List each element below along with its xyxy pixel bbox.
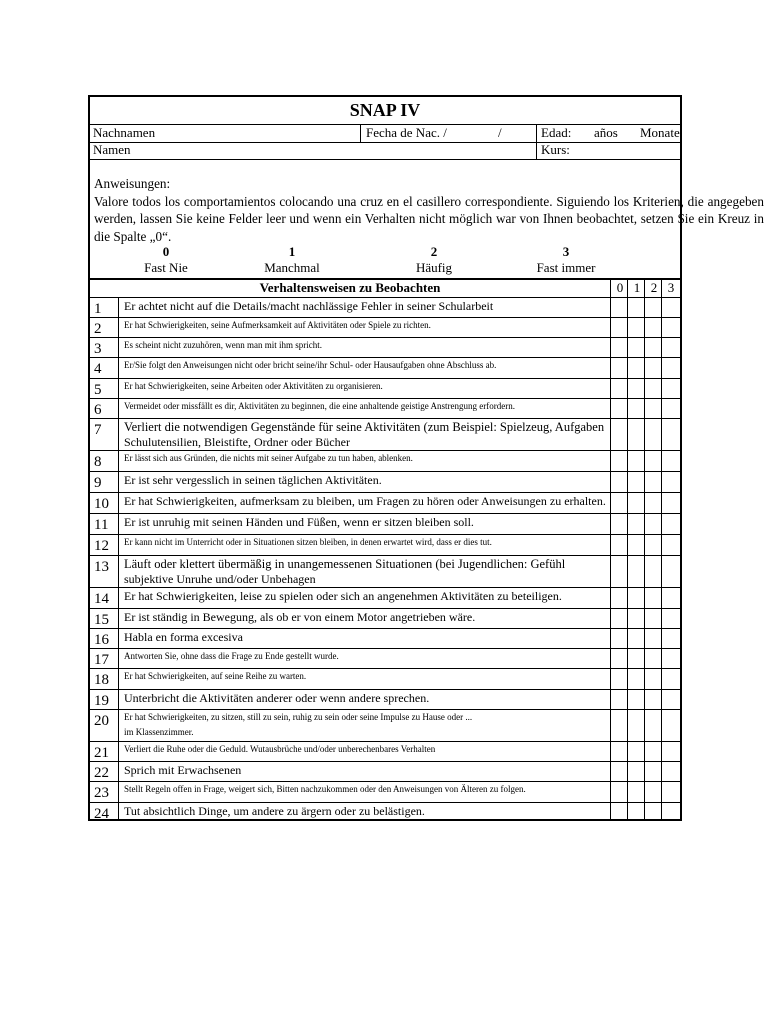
age-label: Edad: [541,125,572,140]
row-number: 4 [94,361,102,377]
number-column-line [118,297,119,819]
behavior-text: Läuft oder klettert übermäßig in unangemessenen Situationen (bei Jugendlichen: Gefühl [124,557,566,571]
score-box-1[interactable] [628,649,645,669]
score-box-0[interactable] [611,338,628,358]
row-number: 19 [94,693,109,709]
score-box-0[interactable] [611,669,628,690]
score-column-line [661,279,662,819]
score-box-0[interactable] [611,358,628,379]
score-box-3[interactable] [662,556,679,588]
table-row [90,689,680,710]
row-number: 3 [94,341,102,357]
score-box-0[interactable] [611,690,628,710]
score-box-0[interactable] [611,742,628,762]
score-box-2[interactable] [645,803,662,824]
scale-label: Manchmal [264,260,320,275]
header-divider [90,159,680,160]
scale-value: 1 [288,244,296,259]
score-box-1[interactable] [628,629,645,649]
scale-item [526,244,606,276]
score-box-2[interactable] [645,472,662,493]
score-box-1[interactable] [628,493,645,514]
score-box-2[interactable] [645,358,662,379]
score-box-3[interactable] [662,358,679,379]
row-number: 8 [94,454,102,470]
years-label: años [594,125,618,140]
score-box-1[interactable] [628,338,645,358]
score-box-2[interactable] [645,629,662,649]
score-box-2[interactable] [645,782,662,803]
row-number: 13 [94,559,109,575]
score-box-1[interactable] [628,399,645,419]
row-number: 22 [94,765,109,781]
row-number: 1 [94,301,102,317]
table-row [90,513,680,535]
instructions-text: Valore todos los comportamientos colocando una cruz en el casillero correspondiente. Siguiendo los Kriterien, die angegeben werden, lassen Sie keine Felder leer und wenn ein Verhalten nicht möglich war von Ihnen beobachtet, setzen Sie ein Kreuz in die Spalte „0“. [94,193,764,244]
score-box-0[interactable] [611,535,628,556]
score-box-3[interactable] [662,419,679,451]
behavior-text: Es scheint nicht zuzuhören, wenn man mit ihm spricht. [124,340,322,350]
score-column-line [610,279,611,819]
namen-label: Namen [93,142,131,157]
behavior-text: Er ist sehr vergesslich in seinen täglichen Aktivitäten. [124,473,382,487]
score-box-3[interactable] [662,762,679,782]
behavior-text: Er lässt sich aus Gründen, die nichts mit seiner Aufgabe zu tun haben, ablenken. [124,453,413,463]
row-number: 23 [94,785,109,801]
score-box-0[interactable] [611,451,628,472]
scale-item [394,244,474,276]
behavior-text: Er kann nicht im Unterricht oder in Situationen sitzen bleiben, in denen erwartet wird, dass er dies tut. [124,537,492,547]
table-row [90,418,680,451]
kurs-label: Kurs: [541,142,570,157]
score-box-2[interactable] [645,419,662,451]
score-box-1[interactable] [628,318,645,338]
behavior-text: Er hat Schwierigkeiten, seine Aufmerksamkeit auf Aktivitäten oder Spiele zu richten. [124,320,431,330]
row-number: 20 [94,713,109,729]
row-number: 6 [94,402,102,418]
form-title: SNAP IV [90,97,680,125]
score-box-0[interactable] [611,514,628,535]
behavior-text: Er hat Schwierigkeiten, auf seine Reihe zu warten. [124,671,307,681]
score-box-1[interactable] [628,609,645,629]
row-number: 10 [94,496,109,512]
score-box-0[interactable] [611,472,628,493]
table-heading: Verhaltensweisen zu Beobachten [259,280,441,295]
birth-date-slash: / [498,125,502,140]
row-number: 9 [94,475,102,491]
scale-label: Fast Nie [144,260,188,275]
score-box-0[interactable] [611,556,628,588]
behavior-text: Sprich mit Erwachsenen [124,763,242,777]
score-box-0[interactable] [611,762,628,782]
score-box-2[interactable] [645,742,662,762]
scale-item [252,244,332,276]
score-box-1[interactable] [628,379,645,399]
score-box-0[interactable] [611,298,628,318]
table-row [90,608,680,629]
score-box-1[interactable] [628,742,645,762]
score-box-1[interactable] [628,514,645,535]
score-box-1[interactable] [628,451,645,472]
header-separator [536,124,537,160]
row-number: 18 [94,672,109,688]
score-box-1[interactable] [628,298,645,318]
score-box-2[interactable] [645,379,662,399]
score-box-2[interactable] [645,535,662,556]
score-box-0[interactable] [611,419,628,451]
score-box-2[interactable] [645,690,662,710]
behavior-text-continued: Schulutensilien, Bleistifte, Ordner oder Bücher [124,435,350,449]
score-box-3[interactable] [662,710,679,742]
column-header-0: 0 [616,280,624,295]
row-number: 21 [94,745,109,761]
table-row [90,534,680,556]
score-box-3[interactable] [662,649,679,669]
score-box-0[interactable] [611,318,628,338]
score-box-1[interactable] [628,690,645,710]
score-box-0[interactable] [611,782,628,803]
behavior-text: Er/Sie folgt den Anweisungen nicht oder bricht seine/ihr Schul- oder Hausaufgaben ohne Abschluss ab. [124,360,497,370]
table-row [90,317,680,338]
behavior-text-continued: im Klassenzimmer. [124,727,194,737]
scale-label: Häufig [415,260,453,275]
row-number: 16 [94,632,109,648]
behavior-text: Unterbricht die Aktivitäten anderer oder wenn andere sprechen. [124,691,430,705]
score-box-3[interactable] [662,588,679,609]
row-number: 5 [94,382,102,398]
table-row [90,761,680,782]
scale-value: 2 [430,244,438,259]
scale-item [126,244,206,276]
behavior-text: Er ist ständig in Bewegung, als ob er von einem Motor angetrieben wäre. [124,610,476,624]
header-divider [90,142,680,143]
score-box-3[interactable] [662,782,679,803]
table-header [90,279,680,297]
table-row [90,648,680,669]
score-box-0[interactable] [611,399,628,419]
column-header-2: 2 [650,280,658,295]
instructions-label: Anweisungen: [94,176,171,191]
score-box-2[interactable] [645,338,662,358]
behavior-text: Verliert die Ruhe oder die Geduld. Wutausbrüche und/oder unberechenbares Verhalten [124,744,436,754]
score-box-3[interactable] [662,535,679,556]
score-box-2[interactable] [645,649,662,669]
score-box-3[interactable] [662,493,679,514]
score-box-1[interactable] [628,535,645,556]
row-number: 17 [94,652,109,668]
header-separator [360,124,361,143]
score-box-1[interactable] [628,588,645,609]
row-number: 24 [94,806,109,822]
score-box-0[interactable] [611,493,628,514]
behavior-text: Er hat Schwierigkeiten, zu sitzen, still zu sein, ruhig zu sein oder seine Impulse zu Hause oder ... [124,712,473,722]
score-box-0[interactable] [611,629,628,649]
table-row [90,398,680,419]
behavior-text: Habla en forma excesiva [124,630,243,644]
score-box-1[interactable] [628,358,645,379]
table-row [90,781,680,803]
instructions [94,175,764,245]
table-row [90,378,680,399]
score-box-3[interactable] [662,514,679,535]
score-box-1[interactable] [628,556,645,588]
score-box-2[interactable] [645,318,662,338]
score-box-2[interactable] [645,451,662,472]
behavior-text-continued: subjektive Unruhe und/oder Unbehagen [124,572,316,586]
behavior-text: Er hat Schwierigkeiten, seine Arbeiten oder Aktivitäten zu organisieren. [124,381,383,391]
table-row [90,628,680,649]
score-box-1[interactable] [628,782,645,803]
score-box-1[interactable] [628,803,645,824]
score-box-3[interactable] [662,318,679,338]
behavior-text: Er achtet nicht auf die Details/macht nachlässige Fehler in seiner Schularbeit [124,299,494,313]
table-row [90,555,680,588]
score-box-2[interactable] [645,399,662,419]
table-row [90,709,680,742]
table-row [90,450,680,472]
score-box-2[interactable] [645,556,662,588]
scale-label: Fast immer [536,260,596,275]
scale-value: 0 [162,244,170,259]
score-box-3[interactable] [662,379,679,399]
score-box-2[interactable] [645,298,662,318]
nachnamen-label: Nachnamen [93,125,156,140]
score-box-1[interactable] [628,762,645,782]
score-box-3[interactable] [662,298,679,318]
score-box-2[interactable] [645,609,662,629]
row-number: 7 [94,422,102,438]
row-number: 12 [94,538,109,554]
score-box-3[interactable] [662,472,679,493]
score-box-1[interactable] [628,669,645,690]
score-box-3[interactable] [662,338,679,358]
score-box-1[interactable] [628,419,645,451]
table-row [90,357,680,379]
score-column-line [644,279,645,819]
score-box-0[interactable] [611,803,628,824]
score-box-0[interactable] [611,379,628,399]
score-box-0[interactable] [611,609,628,629]
score-box-3[interactable] [662,609,679,629]
column-header-1: 1 [633,280,641,295]
behavior-text: Tut absichtlich Dinge, um andere zu ärgern oder zu belästigen. [124,804,425,818]
score-box-3[interactable] [662,742,679,762]
score-box-3[interactable] [662,629,679,649]
table-row [90,492,680,514]
table-row [90,471,680,493]
score-box-3[interactable] [662,669,679,690]
table-row [90,802,680,824]
behavior-text: Vermeidet oder missfällt es dir, Aktivitäten zu beginnen, die eine anhaltende geistige Anstrengung erfordern. [124,401,516,411]
birth-date-label: Fecha de Nac. / [366,125,447,140]
behavior-text: Er ist unruhig mit seinen Händen und Füßen, wenn er sitzen bleiben soll. [124,515,474,529]
table-row [90,668,680,690]
score-box-2[interactable] [645,493,662,514]
row-number: 14 [94,591,109,607]
score-box-0[interactable] [611,649,628,669]
row-number: 11 [94,517,109,533]
score-box-1[interactable] [628,472,645,493]
snap-iv-form [88,95,764,822]
behavior-text: Verliert die notwendigen Gegenstände für seine Aktivitäten (zum Beispiel: Spielzeug, Aufgaben [124,420,605,434]
score-box-2[interactable] [645,669,662,690]
behavior-text: Antworten Sie, ohne dass die Frage zu Ende gestellt wurde. [124,651,339,661]
score-column-line [627,279,628,819]
months-label: Monate [640,125,680,140]
behavior-text: Er hat Schwierigkeiten, leise zu spielen oder sich an angenehmen Aktivitäten zu beteiligen. [124,589,562,603]
row-number: 2 [94,321,102,337]
column-header-3: 3 [667,280,675,295]
score-box-1[interactable] [628,710,645,742]
score-box-3[interactable] [662,399,679,419]
behavior-text: Er hat Schwierigkeiten, aufmerksam zu bleiben, um Fragen zu hören oder Anweisungen zu erhalten. [124,494,606,508]
table-row [90,297,680,318]
score-box-2[interactable] [645,588,662,609]
score-box-2[interactable] [645,762,662,782]
score-box-3[interactable] [662,451,679,472]
score-box-0[interactable] [611,588,628,609]
score-box-0[interactable] [611,710,628,742]
behavior-text: Stellt Regeln offen in Frage, weigert sich, Bitten nachzukommen oder den Anweisungen von Älteren zu folgen. [124,784,526,794]
score-box-2[interactable] [645,514,662,535]
score-box-3[interactable] [662,690,679,710]
row-number: 15 [94,612,109,628]
table-row [90,741,680,762]
score-box-2[interactable] [645,710,662,742]
score-box-3[interactable] [662,803,679,824]
table-row [90,337,680,358]
table-row [90,587,680,609]
scale-value: 3 [562,244,570,259]
